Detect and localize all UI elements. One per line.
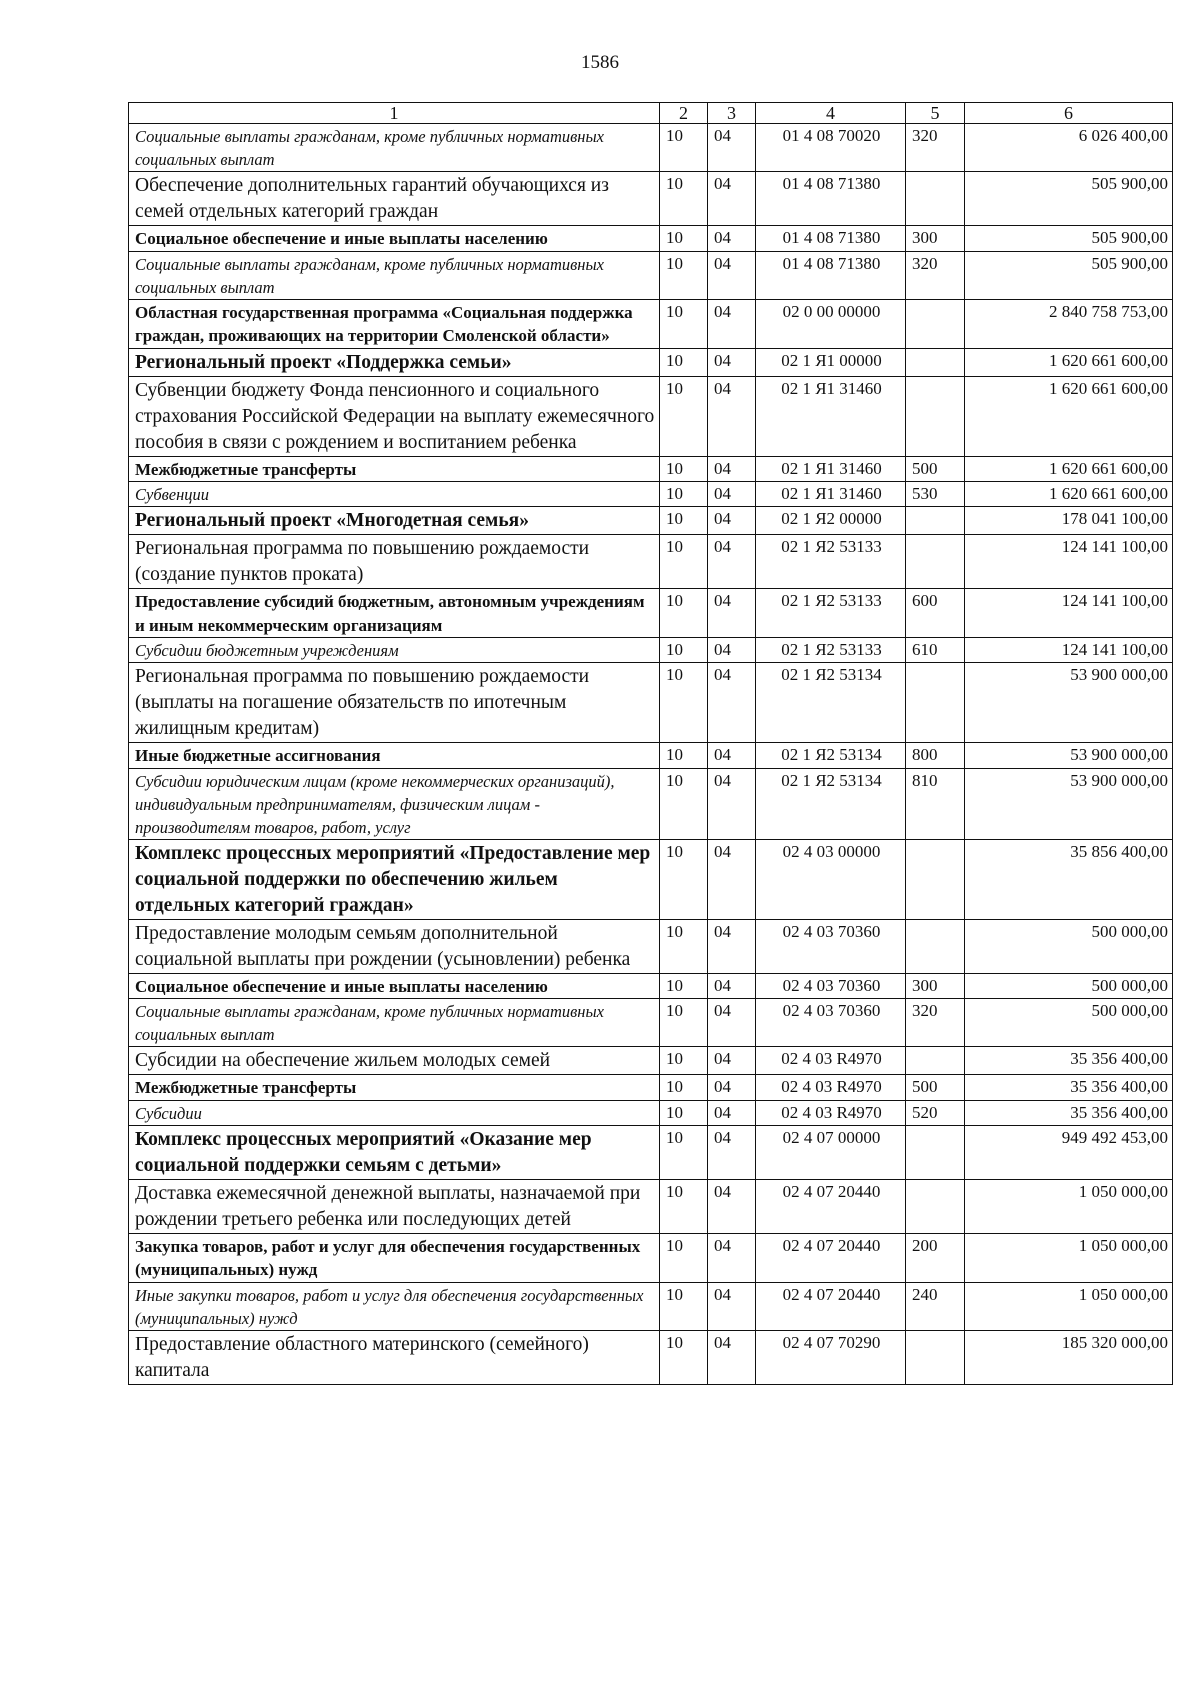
column-header: 6 xyxy=(965,103,1173,124)
target-article-code: 02 4 03 70360 xyxy=(756,973,906,999)
subsection-code: 04 xyxy=(708,1330,756,1384)
row-name: Региональный проект «Поддержка семьи» xyxy=(129,348,660,376)
row-name: Закупка товаров, работ и услуг для обеспечения государственных (муниципальных) нужд xyxy=(129,1233,660,1282)
amount: 1 620 661 600,00 xyxy=(965,348,1173,376)
section-code: 10 xyxy=(660,299,708,348)
section-code: 10 xyxy=(660,973,708,999)
table-row xyxy=(129,1179,1173,1233)
amount: 35 856 400,00 xyxy=(965,839,1173,919)
table-row xyxy=(129,1233,1173,1282)
section-code: 10 xyxy=(660,768,708,839)
row-name: Социальное обеспечение и иные выплаты населению xyxy=(129,226,660,252)
subsection-code: 04 xyxy=(708,376,756,456)
amount: 53 900 000,00 xyxy=(965,663,1173,743)
amount: 500 000,00 xyxy=(965,919,1173,973)
subsection-code: 04 xyxy=(708,1100,756,1125)
amount: 53 900 000,00 xyxy=(965,743,1173,769)
section-code: 10 xyxy=(660,124,708,172)
amount: 1 050 000,00 xyxy=(965,1179,1173,1233)
table-row xyxy=(129,638,1173,663)
target-article-code: 01 4 08 71380 xyxy=(756,226,906,252)
row-name: Предоставление молодым семьям дополнительной социальной выплаты при рождении (усыновлении) ребенка xyxy=(129,919,660,973)
subsection-code: 04 xyxy=(708,1075,756,1101)
section-code: 10 xyxy=(660,1047,708,1075)
section-code: 10 xyxy=(660,919,708,973)
table-header-row xyxy=(129,103,1173,124)
row-name: Региональная программа по повышению рождаемости (выплаты на погашение обязательств по ипотечным жилищным кредитам) xyxy=(129,663,660,743)
table-row xyxy=(129,172,1173,226)
amount: 1 050 000,00 xyxy=(965,1233,1173,1282)
expense-type-code xyxy=(906,1179,965,1233)
amount: 1 620 661 600,00 xyxy=(965,456,1173,482)
table-row xyxy=(129,1125,1173,1179)
amount: 949 492 453,00 xyxy=(965,1125,1173,1179)
expense-type-code: 200 xyxy=(906,1233,965,1282)
table-row xyxy=(129,1047,1173,1075)
row-name: Социальные выплаты гражданам, кроме публичных нормативных социальных выплат xyxy=(129,999,660,1047)
expense-type-code xyxy=(906,839,965,919)
target-article-code: 01 4 08 70020 xyxy=(756,124,906,172)
target-article-code: 02 4 03 00000 xyxy=(756,839,906,919)
target-article-code: 02 1 Я2 53134 xyxy=(756,743,906,769)
target-article-code: 02 4 07 00000 xyxy=(756,1125,906,1179)
table-row xyxy=(129,589,1173,638)
expense-type-code: 320 xyxy=(906,999,965,1047)
target-article-code: 02 1 Я1 31460 xyxy=(756,376,906,456)
table-row xyxy=(129,124,1173,172)
expense-type-code: 810 xyxy=(906,768,965,839)
target-article-code: 02 1 Я1 00000 xyxy=(756,348,906,376)
subsection-code: 04 xyxy=(708,482,756,507)
row-name: Социальные выплаты гражданам, кроме публичных нормативных социальных выплат xyxy=(129,251,660,299)
amount: 500 000,00 xyxy=(965,999,1173,1047)
row-name: Региональный проект «Многодетная семья» xyxy=(129,507,660,535)
target-article-code: 02 4 07 70290 xyxy=(756,1330,906,1384)
table-row xyxy=(129,1100,1173,1125)
row-name: Субсидии бюджетным учреждениям xyxy=(129,638,660,663)
expense-type-code: 500 xyxy=(906,456,965,482)
subsection-code: 04 xyxy=(708,973,756,999)
table-row xyxy=(129,1282,1173,1330)
table-body xyxy=(129,124,1173,1385)
table-row xyxy=(129,919,1173,973)
table-row xyxy=(129,768,1173,839)
expense-type-code xyxy=(906,1330,965,1384)
row-name: Субсидии юридическим лицам (кроме некоммерческих организаций), индивидуальным предпринимателям, физическим лицам - производителям товаров, работ, услуг xyxy=(129,768,660,839)
subsection-code: 04 xyxy=(708,507,756,535)
subsection-code: 04 xyxy=(708,1282,756,1330)
amount: 1 620 661 600,00 xyxy=(965,482,1173,507)
page-number: 1586 xyxy=(581,52,619,73)
target-article-code: 02 0 00 00000 xyxy=(756,299,906,348)
subsection-code: 04 xyxy=(708,1233,756,1282)
amount: 1 050 000,00 xyxy=(965,1282,1173,1330)
amount: 124 141 100,00 xyxy=(965,535,1173,589)
column-header: 3 xyxy=(708,103,756,124)
target-article-code: 02 4 07 20440 xyxy=(756,1282,906,1330)
section-code: 10 xyxy=(660,743,708,769)
section-code: 10 xyxy=(660,1125,708,1179)
subsection-code: 04 xyxy=(708,226,756,252)
section-code: 10 xyxy=(660,663,708,743)
section-code: 10 xyxy=(660,839,708,919)
section-code: 10 xyxy=(660,1282,708,1330)
subsection-code: 04 xyxy=(708,251,756,299)
expense-type-code xyxy=(906,663,965,743)
expense-type-code: 240 xyxy=(906,1282,965,1330)
section-code: 10 xyxy=(660,251,708,299)
target-article-code: 02 1 Я1 31460 xyxy=(756,482,906,507)
subsection-code: 04 xyxy=(708,124,756,172)
expense-type-code: 320 xyxy=(906,124,965,172)
row-name: Иные закупки товаров, работ и услуг для обеспечения государственных (муниципальных) нужд xyxy=(129,1282,660,1330)
amount: 35 356 400,00 xyxy=(965,1075,1173,1101)
target-article-code: 02 4 03 70360 xyxy=(756,919,906,973)
section-code: 10 xyxy=(660,535,708,589)
expense-type-code: 600 xyxy=(906,589,965,638)
section-code: 10 xyxy=(660,1330,708,1384)
expense-type-code: 500 xyxy=(906,1075,965,1101)
subsection-code: 04 xyxy=(708,535,756,589)
table-row xyxy=(129,535,1173,589)
amount: 505 900,00 xyxy=(965,251,1173,299)
section-code: 10 xyxy=(660,589,708,638)
expense-type-code: 520 xyxy=(906,1100,965,1125)
table-row xyxy=(129,226,1173,252)
section-code: 10 xyxy=(660,1075,708,1101)
section-code: 10 xyxy=(660,638,708,663)
table-row xyxy=(129,999,1173,1047)
expense-type-code xyxy=(906,348,965,376)
row-name: Комплекс процессных мероприятий «Оказание мер социальной поддержки семьям с детьми» xyxy=(129,1125,660,1179)
row-name: Социальное обеспечение и иные выплаты населению xyxy=(129,973,660,999)
subsection-code: 04 xyxy=(708,743,756,769)
subsection-code: 04 xyxy=(708,589,756,638)
expense-type-code xyxy=(906,172,965,226)
subsection-code: 04 xyxy=(708,839,756,919)
section-code: 10 xyxy=(660,376,708,456)
expense-type-code xyxy=(906,919,965,973)
amount: 124 141 100,00 xyxy=(965,638,1173,663)
subsection-code: 04 xyxy=(708,663,756,743)
expense-type-code: 610 xyxy=(906,638,965,663)
target-article-code: 02 1 Я2 53134 xyxy=(756,663,906,743)
table-row xyxy=(129,743,1173,769)
column-header: 1 xyxy=(129,103,660,124)
row-name: Субвенции бюджету Фонда пенсионного и социального страхования Российской Федерации на выплату ежемесячного пособия в связи с рождением и воспитанием ребенка xyxy=(129,376,660,456)
amount: 124 141 100,00 xyxy=(965,589,1173,638)
target-article-code: 02 1 Я1 31460 xyxy=(756,456,906,482)
target-article-code: 02 4 03 R4970 xyxy=(756,1047,906,1075)
row-name: Субсидии xyxy=(129,1100,660,1125)
amount: 2 840 758 753,00 xyxy=(965,299,1173,348)
table-row xyxy=(129,973,1173,999)
subsection-code: 04 xyxy=(708,172,756,226)
section-code: 10 xyxy=(660,999,708,1047)
expense-type-code: 320 xyxy=(906,251,965,299)
expense-type-code xyxy=(906,1047,965,1075)
row-name: Субвенции xyxy=(129,482,660,507)
subsection-code: 04 xyxy=(708,768,756,839)
column-header: 5 xyxy=(906,103,965,124)
expense-type-code: 300 xyxy=(906,226,965,252)
section-code: 10 xyxy=(660,172,708,226)
row-name: Областная государственная программа «Социальная поддержка граждан, проживающих на территории Смоленской области» xyxy=(129,299,660,348)
section-code: 10 xyxy=(660,456,708,482)
subsection-code: 04 xyxy=(708,638,756,663)
target-article-code: 02 1 Я2 53133 xyxy=(756,535,906,589)
subsection-code: 04 xyxy=(708,1125,756,1179)
expense-type-code: 300 xyxy=(906,973,965,999)
table-row xyxy=(129,299,1173,348)
subsection-code: 04 xyxy=(708,348,756,376)
expense-type-code xyxy=(906,535,965,589)
table-row xyxy=(129,507,1173,535)
amount: 185 320 000,00 xyxy=(965,1330,1173,1384)
amount: 505 900,00 xyxy=(965,226,1173,252)
row-name: Межбюджетные трансферты xyxy=(129,1075,660,1101)
row-name: Комплекс процессных мероприятий «Предоставление мер социальной поддержки по обеспечению жильем отдельных категорий граждан» xyxy=(129,839,660,919)
target-article-code: 02 4 03 R4970 xyxy=(756,1100,906,1125)
row-name: Предоставление субсидий бюджетным, автономным учреждениям и иным некоммерческим организациям xyxy=(129,589,660,638)
table-row xyxy=(129,456,1173,482)
table-row xyxy=(129,251,1173,299)
column-header: 4 xyxy=(756,103,906,124)
amount: 505 900,00 xyxy=(965,172,1173,226)
target-article-code: 01 4 08 71380 xyxy=(756,172,906,226)
table-row xyxy=(129,348,1173,376)
section-code: 10 xyxy=(660,226,708,252)
target-article-code: 02 4 03 70360 xyxy=(756,999,906,1047)
column-header: 2 xyxy=(660,103,708,124)
amount: 1 620 661 600,00 xyxy=(965,376,1173,456)
amount: 53 900 000,00 xyxy=(965,768,1173,839)
subsection-code: 04 xyxy=(708,456,756,482)
row-name: Субсидии на обеспечение жильем молодых семей xyxy=(129,1047,660,1075)
expense-type-code: 800 xyxy=(906,743,965,769)
amount: 35 356 400,00 xyxy=(965,1100,1173,1125)
table-row xyxy=(129,376,1173,456)
target-article-code: 02 1 Я2 53134 xyxy=(756,768,906,839)
table-row xyxy=(129,482,1173,507)
expense-type-code xyxy=(906,1125,965,1179)
expense-type-code xyxy=(906,299,965,348)
row-name: Иные бюджетные ассигнования xyxy=(129,743,660,769)
subsection-code: 04 xyxy=(708,1179,756,1233)
section-code: 10 xyxy=(660,482,708,507)
row-name: Обеспечение дополнительных гарантий обучающихся из семей отдельных категорий граждан xyxy=(129,172,660,226)
section-code: 10 xyxy=(660,1179,708,1233)
subsection-code: 04 xyxy=(708,299,756,348)
table-row xyxy=(129,1330,1173,1384)
section-code: 10 xyxy=(660,1100,708,1125)
target-article-code: 02 4 07 20440 xyxy=(756,1179,906,1233)
target-article-code: 02 1 Я2 53133 xyxy=(756,589,906,638)
table-row xyxy=(129,1075,1173,1101)
expense-type-code xyxy=(906,376,965,456)
subsection-code: 04 xyxy=(708,1047,756,1075)
subsection-code: 04 xyxy=(708,919,756,973)
table-row xyxy=(129,663,1173,743)
amount: 178 041 100,00 xyxy=(965,507,1173,535)
section-code: 10 xyxy=(660,348,708,376)
table-row xyxy=(129,839,1173,919)
amount: 6 026 400,00 xyxy=(965,124,1173,172)
section-code: 10 xyxy=(660,1233,708,1282)
target-article-code: 02 4 07 20440 xyxy=(756,1233,906,1282)
target-article-code: 01 4 08 71380 xyxy=(756,251,906,299)
row-name: Предоставление областного материнского (семейного) капитала xyxy=(129,1330,660,1384)
expense-type-code: 530 xyxy=(906,482,965,507)
row-name: Социальные выплаты гражданам, кроме публичных нормативных социальных выплат xyxy=(129,124,660,172)
amount: 35 356 400,00 xyxy=(965,1047,1173,1075)
expense-type-code xyxy=(906,507,965,535)
section-code: 10 xyxy=(660,507,708,535)
target-article-code: 02 4 03 R4970 xyxy=(756,1075,906,1101)
row-name: Межбюджетные трансферты xyxy=(129,456,660,482)
amount: 500 000,00 xyxy=(965,973,1173,999)
subsection-code: 04 xyxy=(708,999,756,1047)
target-article-code: 02 1 Я2 00000 xyxy=(756,507,906,535)
target-article-code: 02 1 Я2 53133 xyxy=(756,638,906,663)
row-name: Доставка ежемесячной денежной выплаты, назначаемой при рождении третьего ребенка или последующих детей xyxy=(129,1179,660,1233)
row-name: Региональная программа по повышению рождаемости (создание пунктов проката) xyxy=(129,535,660,589)
budget-table xyxy=(128,102,1173,1385)
